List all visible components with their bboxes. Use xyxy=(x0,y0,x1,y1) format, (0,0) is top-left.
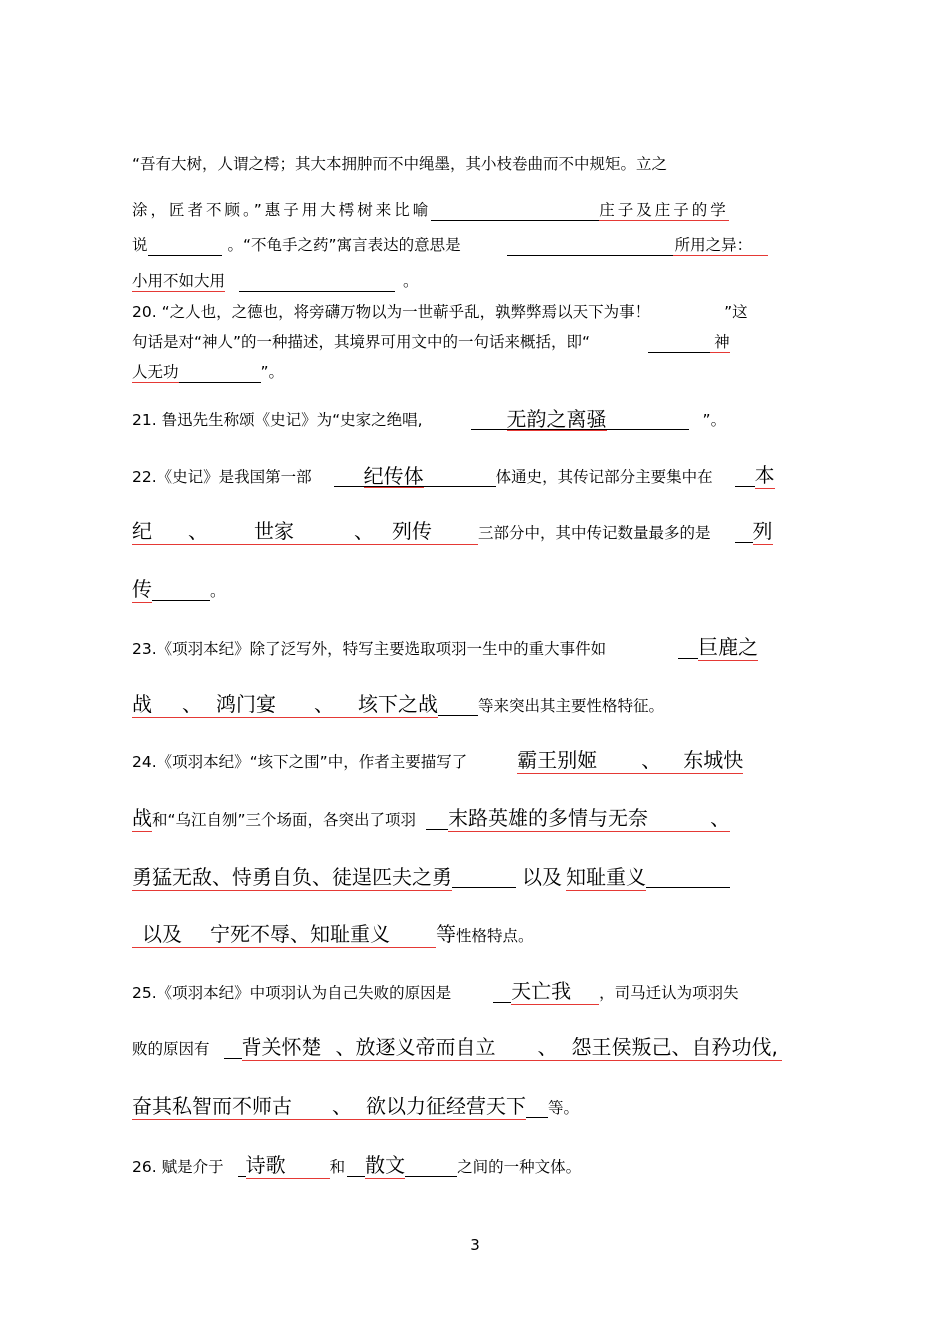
q20-line3 xyxy=(132,362,284,383)
q20-line2 xyxy=(132,332,730,353)
q24-text: 性格特点。 xyxy=(456,927,534,945)
blank xyxy=(179,364,261,383)
answer: 鸿门宴 xyxy=(216,692,314,718)
answer: 纪 xyxy=(132,519,188,545)
answer: 人无功 xyxy=(132,363,179,381)
answer: 欲以力征经营天下 xyxy=(366,1094,526,1118)
answer: 战 xyxy=(132,806,152,830)
q22-text: 三部分中，其中传记数量最多的是 xyxy=(478,524,711,542)
q25-line1 xyxy=(132,980,739,1003)
q24-text: 以及 xyxy=(522,865,562,889)
q25-text: 败的原因有 xyxy=(132,1040,210,1058)
answer: 勇猛无敌、恃勇自负、徒逞匹夫之勇 xyxy=(132,865,452,889)
q24-line4 xyxy=(132,924,534,946)
q24-text: 24.《项羽本纪》“垓下之围”中，作者主要描写了 xyxy=(132,753,468,771)
separator: 、 xyxy=(335,1035,356,1059)
q26-text: 之间的一种文体。 xyxy=(457,1158,582,1176)
q19-text: 说 xyxy=(132,236,148,254)
answer: 垓下之战 xyxy=(358,692,438,716)
answer: 巨鹿之 xyxy=(698,635,759,659)
q22-text: 体通史，其传记部分主要集中在 xyxy=(495,468,713,486)
blank xyxy=(735,520,753,543)
answer: 怨王侯叛己、自矜功伐, xyxy=(572,1035,782,1061)
answer: 神 xyxy=(710,333,730,353)
q22-line2 xyxy=(132,520,773,543)
page-number: 3 xyxy=(470,1236,480,1254)
blank xyxy=(405,1154,457,1177)
blank xyxy=(148,237,222,256)
blank xyxy=(678,636,698,659)
answer: 散文 xyxy=(365,1153,406,1177)
q23-text: 23.《项羽本纪》除了泛写外，特写主要选取项羽一生中的重大事件如 xyxy=(132,640,607,658)
answer: 纪传体 xyxy=(363,464,424,488)
q24-line2 xyxy=(132,807,730,830)
q23-line1 xyxy=(132,636,758,659)
answer: 东城快 xyxy=(683,748,744,772)
separator: 、 xyxy=(710,806,731,830)
q24-text: 和“乌江自刎”三个场面，各突出了项羽 xyxy=(152,811,417,829)
q19-line3 xyxy=(132,235,768,256)
answer: 以及 xyxy=(132,922,210,948)
blank xyxy=(224,1036,242,1059)
blank xyxy=(347,1154,365,1177)
q22-text: 22.《史记》是我国第一部 xyxy=(132,468,312,486)
q25-text: 25.《项羽本纪》中项羽认为自己失败的原因是 xyxy=(132,984,452,1002)
q23-line2 xyxy=(132,693,664,716)
separator: 、 xyxy=(188,519,254,545)
q19-line1 xyxy=(132,154,667,174)
q24-line3 xyxy=(132,865,730,888)
q19-text: 。“不龟手之药”寓言表达的意思是 xyxy=(227,236,461,254)
answer-blank xyxy=(334,464,496,487)
answer: 无韵之离骚 xyxy=(506,407,607,431)
blank xyxy=(426,807,448,830)
answer-blank xyxy=(471,407,689,430)
q20-line1 xyxy=(132,302,748,322)
blank xyxy=(735,464,755,487)
answer: 天亡我 xyxy=(511,979,599,1005)
q24-line1 xyxy=(132,750,743,772)
q25-text: ，司马迁认为项羽失 xyxy=(599,984,739,1002)
answer: 霸王别姬 xyxy=(517,748,641,774)
q25-line2 xyxy=(132,1036,782,1059)
answer: 知耻重义 xyxy=(566,865,646,889)
blank xyxy=(648,334,710,353)
q21-text: ”。 xyxy=(702,411,727,429)
blank xyxy=(152,578,210,601)
answer: 宁死不辱、知耻重义 xyxy=(210,922,436,948)
answer: 奋其私智而不师古 xyxy=(132,1094,332,1120)
q21-line xyxy=(132,407,726,430)
answer: 庄子及庄子的学 xyxy=(599,201,729,219)
answer: 小用不如大用 xyxy=(132,272,226,290)
q19-text: 涂，匠者不顾。”惠子用大樗树来比喻 xyxy=(132,201,432,219)
blank xyxy=(526,1095,548,1118)
q19-line4 xyxy=(132,271,419,292)
q24-text: 等 xyxy=(436,922,456,946)
q19-text: 。 xyxy=(403,272,419,290)
q20-text: ”这 xyxy=(724,303,748,321)
answer: 本 xyxy=(754,463,775,487)
separator: 、 xyxy=(354,519,392,545)
q20-text: 句话是对“神人”的一种描述，其境界可用文中的一句话来概括，即“ xyxy=(132,333,591,351)
q22-line1 xyxy=(132,464,775,487)
blank xyxy=(493,980,511,1003)
q26-text: 和 xyxy=(329,1158,346,1176)
q26-line xyxy=(132,1154,581,1177)
blank xyxy=(452,865,516,888)
blank xyxy=(438,693,478,716)
answer: 诗歌 xyxy=(246,1153,330,1179)
blank xyxy=(646,865,730,888)
answer: 末路英雄的多情与无奈 xyxy=(448,806,710,832)
answer: 放逐义帝而自立 xyxy=(356,1035,538,1061)
q19-text: “吾有大树，人谓之樗；其大本拥肿而不中绳墨，其小枝卷曲而不中规矩。立之 xyxy=(132,155,668,173)
separator: 、 xyxy=(538,1035,572,1061)
q23-text: 等来突出其主要性格特征。 xyxy=(478,697,665,715)
q21-text: 21. 鲁迅先生称颂《史记》为“史家之绝唱, xyxy=(132,411,423,429)
q22-text: 。 xyxy=(210,582,226,600)
blank xyxy=(238,1154,246,1177)
answer: 列 xyxy=(752,519,773,543)
answer: 传 xyxy=(132,577,152,601)
q26-text: 26. 赋是介于 xyxy=(132,1158,224,1176)
blank xyxy=(431,202,599,221)
answer: 背关怀楚 xyxy=(242,1035,336,1061)
blank xyxy=(507,237,673,256)
blank xyxy=(239,273,395,292)
separator: 、 xyxy=(641,748,683,774)
answer: 列传 xyxy=(392,519,478,545)
separator: 、 xyxy=(314,692,358,718)
answer: 世家 xyxy=(254,519,354,545)
separator: 、 xyxy=(332,1094,366,1120)
answer: 战 xyxy=(132,692,182,718)
q22-line3 xyxy=(132,578,226,601)
q20-text: ”。 xyxy=(260,363,285,381)
answer: 所用之异： xyxy=(673,236,769,256)
q25-text: 等。 xyxy=(548,1099,580,1117)
q19-line2 xyxy=(132,200,729,221)
q25-line3 xyxy=(132,1095,579,1118)
separator: 、 xyxy=(182,692,216,718)
q20-text: 20. “之人也，之德也，将旁礴万物以为一世蕲乎乱，孰弊弊焉以天下为事！ xyxy=(132,303,651,321)
